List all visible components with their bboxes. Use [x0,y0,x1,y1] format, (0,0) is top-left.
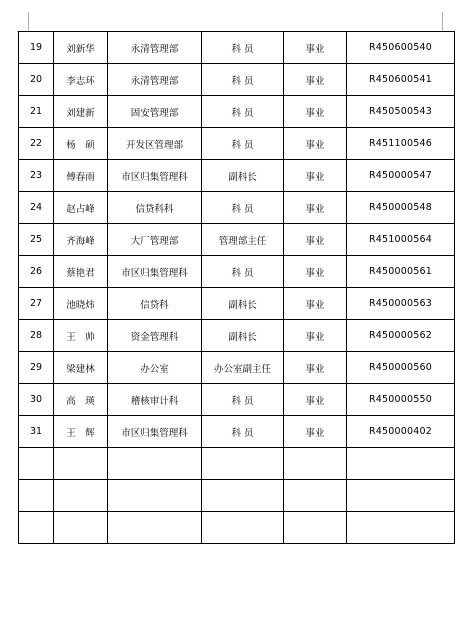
empty-row [19,512,455,544]
position-cell: 科 员 [202,192,284,224]
department-cell: 永清管理部 [108,32,202,64]
name-cell: 刘新华 [54,32,108,64]
name-cell: 赵占峰 [54,192,108,224]
row-number-cell: 20 [19,64,54,96]
table-cell [347,480,455,512]
table-cell [19,480,54,512]
row-number-cell: 31 [19,416,54,448]
name-cell: 刘建新 [54,96,108,128]
table-cell [19,448,54,480]
department-cell: 办公室 [108,352,202,384]
id-code-cell: R450000547 [347,160,455,192]
table-cell [347,448,455,480]
table-cell [347,512,455,544]
table-cell [54,480,108,512]
table-cell [108,480,202,512]
id-code-cell: R450600541 [347,64,455,96]
department-cell: 永清管理部 [108,64,202,96]
table-row [19,96,455,128]
department-cell: 信贷科 [108,288,202,320]
employment-type-cell: 事业 [284,288,347,320]
employment-type-cell: 事业 [284,160,347,192]
department-cell: 资金管理科 [108,320,202,352]
position-cell: 科 员 [202,416,284,448]
employment-type-cell: 事业 [284,64,347,96]
row-number-cell: 22 [19,128,54,160]
id-code-cell: R451000564 [347,224,455,256]
position-cell: 办公室副主任 [202,352,284,384]
position-cell: 科 员 [202,96,284,128]
employment-type-cell: 事业 [284,224,347,256]
table-row [19,32,455,64]
table-row [19,64,455,96]
table-cell [19,512,54,544]
table-cell [54,512,108,544]
employment-type-cell: 事业 [284,32,347,64]
row-number-cell: 21 [19,96,54,128]
id-code-cell: R450500543 [347,96,455,128]
table-row [19,128,455,160]
position-cell: 副科长 [202,288,284,320]
id-code-cell: R450000560 [347,352,455,384]
department-cell: 市区归集管理科 [108,256,202,288]
row-number-cell: 23 [19,160,54,192]
position-cell: 管理部主任 [202,224,284,256]
id-code-cell: R450000561 [347,256,455,288]
department-cell: 开发区管理部 [108,128,202,160]
table-cell [202,512,284,544]
position-cell: 副科长 [202,320,284,352]
position-cell: 科 员 [202,64,284,96]
staff-table-body [19,32,455,544]
table-row [19,192,455,224]
name-cell: 齐海峰 [54,224,108,256]
position-cell: 副科长 [202,160,284,192]
department-cell: 市区归集管理科 [108,416,202,448]
row-number-cell: 19 [19,32,54,64]
table-row [19,256,455,288]
row-number-cell: 28 [19,320,54,352]
department-cell: 稽核审计科 [108,384,202,416]
department-cell: 固安管理部 [108,96,202,128]
row-number-cell: 26 [19,256,54,288]
name-cell: 傅春雨 [54,160,108,192]
employment-type-cell: 事业 [284,192,347,224]
employment-type-cell: 事业 [284,352,347,384]
row-number-cell: 27 [19,288,54,320]
row-number-cell: 24 [19,192,54,224]
employment-type-cell: 事业 [284,416,347,448]
id-code-cell: R450000550 [347,384,455,416]
row-number-cell: 30 [19,384,54,416]
table-cell [284,448,347,480]
table-row [19,320,455,352]
id-code-cell: R450000562 [347,320,455,352]
table-cell [108,448,202,480]
name-cell: 王 辉 [54,416,108,448]
id-code-cell: R450000402 [347,416,455,448]
name-cell: 梁建林 [54,352,108,384]
table-row [19,288,455,320]
id-code-cell: R450600540 [347,32,455,64]
name-cell: 池晓炜 [54,288,108,320]
name-cell: 高 瑛 [54,384,108,416]
employment-type-cell: 事业 [284,128,347,160]
table-row [19,352,455,384]
position-cell: 科 员 [202,128,284,160]
id-code-cell: R450000563 [347,288,455,320]
id-code-cell: R451100546 [347,128,455,160]
employment-type-cell: 事业 [284,96,347,128]
table-cell [284,480,347,512]
name-cell: 杨 硕 [54,128,108,160]
department-cell: 市区归集管理科 [108,160,202,192]
employment-type-cell: 事业 [284,256,347,288]
department-cell: 信贷科科 [108,192,202,224]
name-cell: 蔡艳君 [54,256,108,288]
position-cell: 科 员 [202,32,284,64]
table-cell [202,480,284,512]
row-number-cell: 29 [19,352,54,384]
empty-row [19,480,455,512]
table-cell [108,512,202,544]
table-row [19,384,455,416]
department-cell: 大厂管理部 [108,224,202,256]
employment-type-cell: 事业 [284,384,347,416]
empty-row [19,448,455,480]
id-code-cell: R450000548 [347,192,455,224]
position-cell: 科 员 [202,384,284,416]
table-row [19,416,455,448]
staff-table [18,31,455,544]
row-number-cell: 25 [19,224,54,256]
position-cell: 科 员 [202,256,284,288]
table-cell [284,512,347,544]
table-cell [54,448,108,480]
table-row [19,224,455,256]
table-cell [202,448,284,480]
name-cell: 王 帅 [54,320,108,352]
employment-type-cell: 事业 [284,320,347,352]
name-cell: 李志环 [54,64,108,96]
table-row [19,160,455,192]
